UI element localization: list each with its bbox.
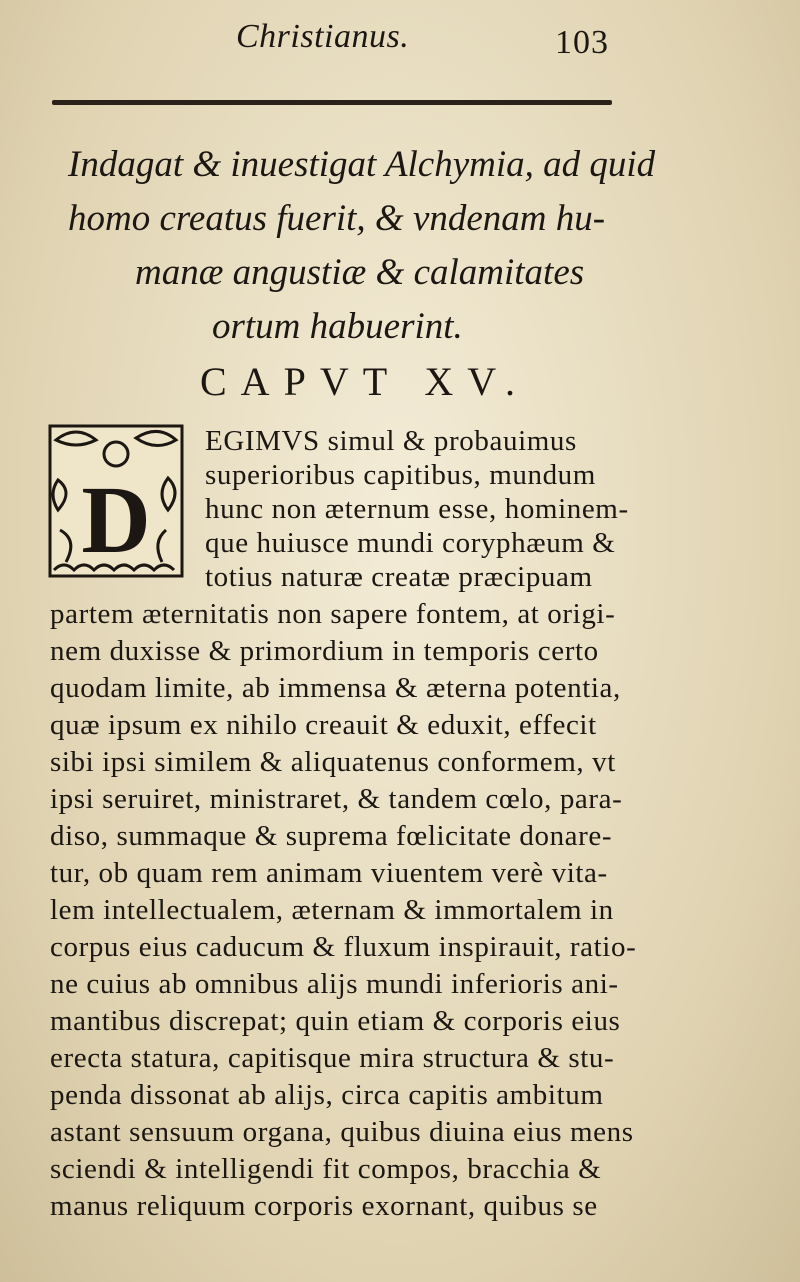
text-line: que huiusce mundi coryphæum & (205, 527, 616, 559)
text-line: ne cuius ab omnibus alijs mundi inferioris ani- (50, 968, 619, 1000)
text-line: penda dissonat ab alijs, circa capitis ambitum (50, 1079, 604, 1111)
text-line: diso, summaque & suprema fœlicitate donare- (50, 820, 613, 852)
heading-line: Indagat & inuestigat Alchymia, ad quid (68, 144, 656, 185)
svg-text:D: D (81, 466, 151, 573)
running-head: Christianus. (236, 18, 410, 55)
header-rule (52, 100, 612, 105)
text-line: sibi ipsi similem & aliquatenus conformem, vt (50, 746, 616, 778)
chapter-number: CAPVT XV. (200, 359, 530, 404)
text-line: nem duxisse & primordium in temporis certo (50, 635, 599, 667)
text-line: hunc non æternum esse, hominem- (205, 493, 629, 525)
text-line: EGIMVS simul & probauimus (205, 425, 577, 457)
text-line: mantibus discrepat; quin etiam & corporis eius (50, 1005, 621, 1037)
text-line: quodam limite, ab immensa & æterna potentia, (50, 672, 621, 704)
heading-line: manæ angustiæ & calamitates (135, 252, 585, 293)
text-line: partem æternitatis non sapere fontem, at origi- (50, 598, 616, 630)
page-number: 103 (555, 24, 609, 61)
text-line: ipsi seruiret, ministraret, & tandem cœlo, para- (50, 783, 623, 815)
heading-line: ortum habuerint. (212, 306, 463, 347)
text-line: sciendi & intelligendi fit compos, bracchia & (50, 1153, 602, 1185)
text-line: corpus eius caducum & fluxum inspirauit, ratio- (50, 931, 637, 963)
text-line: tur, ob quam rem animam viuentem verè vita- (50, 857, 608, 889)
heading-line: homo creatus fuerit, & vndenam hu- (68, 198, 606, 239)
ornamental-initial-icon (46, 420, 186, 588)
text-line: erecta statura, capitisque mira structura & stu- (50, 1042, 615, 1074)
text-line: totius naturæ creatæ præcipuam (205, 561, 593, 593)
text-line: superioribus capitibus, mundum (205, 459, 596, 491)
text-line: quæ ipsum ex nihilo creauit & eduxit, effecit (50, 709, 597, 741)
text-line: lem intellectualem, æternam & immortalem in (50, 894, 614, 926)
text-line: manus reliquum corporis exornant, quibus se (50, 1190, 598, 1222)
text-line: astant sensuum organa, quibus diuina eius mens (50, 1116, 634, 1148)
